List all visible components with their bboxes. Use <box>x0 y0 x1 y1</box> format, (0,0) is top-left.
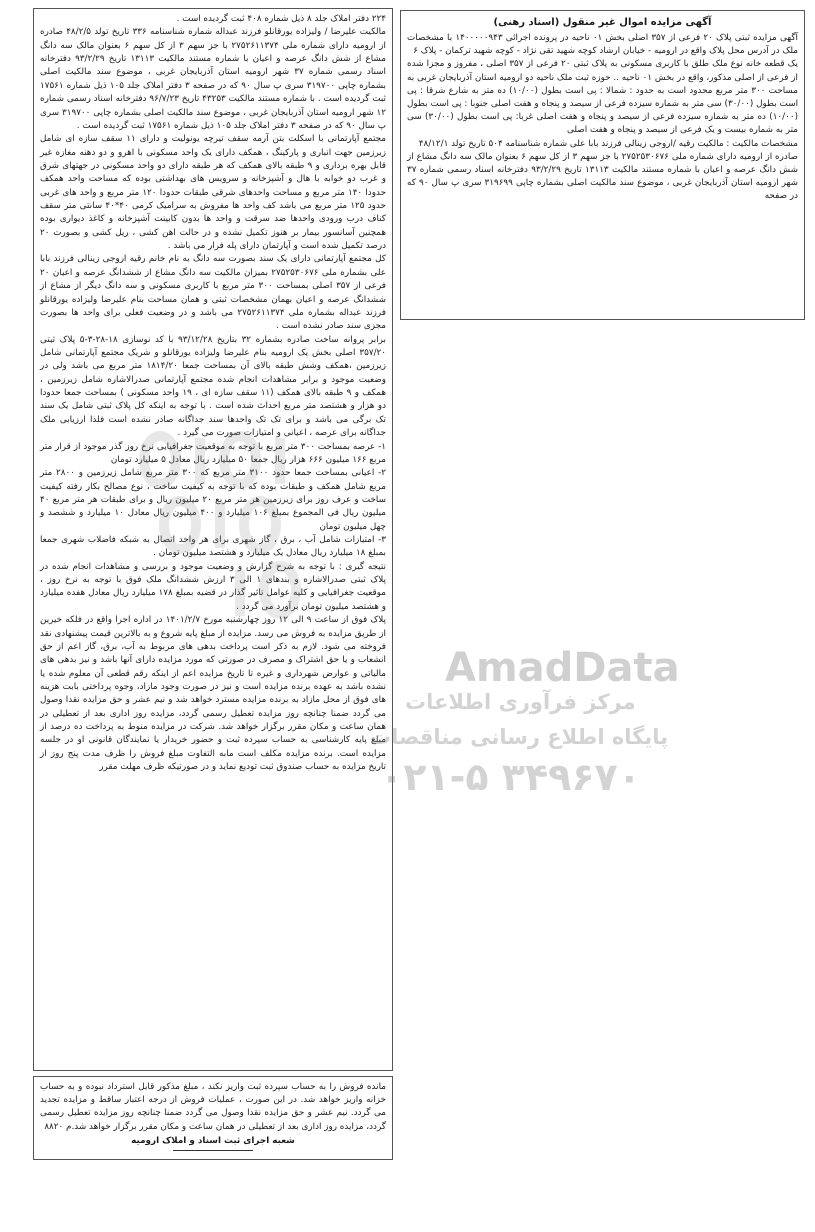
valuation-utilities: ۳- امتیازات شامل آب ، برق ، گاز شهری برای هر واحد اتصال به شبکه فاضلاب شهری جمعا بمبلغ ۱۸ میلیارد ریال معادل یک میلیارد و هشتصد میلیون تومان . <box>40 535 386 559</box>
watermark-binary-icon <box>120 430 340 630</box>
watermark-subtitle: پایگاه اطلاع رسانی مناقصات <box>370 725 668 749</box>
building-description: مجتمع آپارتمانی با اسکلت بتن آرمه سقف تیرچه یونولیت و دارای ۱۱ سقف سازه ای شامل زیرزمین جهت انباری و پارکینگ ، همکف دارای یک واحد مسکونی با اهرو و دو دهنه مغازه غیر قابل بهره برداری و ۹ طبقه بالای همکف که هر طبقه دارای دو واحد مسکونی در جهتهای شرق و غرب دو خوابه با هال و آشپزخانه و سرویس های بهداشتی بوده که مساحت واحد همکف حدودا ۱۴۰ متر مربع و مساحت واحدهای شرقی طبقات حدودا ۱۲۰ متر مربع و واحد های غربی حدود ۱۲۵ متر مربع می باشد کف واحد ها مفروش به سرامیک کرمی ۴۰*۴۰ سانتی متر سقف کناف درب ورودی واحدها ضد سرقت و واحد ها بدون کابینت آشپزخانه و کاغذ دیواری بوده همچنین آسانسور بیمار بر هنوز تکمیل نشده و در حالت اهن کشی ، ریل کشی و بصورت ۲۰ درصد تکمیل شده است و آپارتمان دارای پله فرار می باشد . <box>40 134 387 252</box>
deed-status: کل مجتمع آپارتمانی دارای یک سند بصورت سه دانگ به نام خانم رقیه اروجی زینالی فرزند بابا علی بشماره ملی ۲۷۵۲۵۳۰۶۷۶ بمیزان مالکیت سه دانگ مشاع از ششدانگ عرصه و اعیان ۲۰ فرعی از ۳۵۷ اصلی بمساحت ۳۰۰ متر مربع با کاربری مسکونی و سه دانگ دیگر از مشاع از ششدانگ عرصه و اعیان بهمان مشخصات ثبتی و همان مساحت بنام علیرضا ولیزاده یورقانلو فرزند عبداله بشماره ملی ۲۷۵۲۶۱۱۳۷۴ می باشد و در وضعیت فعلی برای واحد ها بصورت مجزی سند صادر نشده است . <box>40 254 386 332</box>
issuing-authority: شعبه اجرای ثبت اسناد و املاک ارومیه <box>131 1135 295 1146</box>
ownership-registration: صادره از ارومیه دارای شماره ملی ۲۷۵۲۵۳۰۶۷۶ با جز سهم ۳ از کل سهم ۶ بعنوان مالک سه دانگ مشاع از شش دانگ عرصه و اعیان با شماره مستند مالکیت ۱۳۱۱۳ تاریخ ۹۳/۲/۲۹ دفترخانه اسناد رسمی شماره ۳۷ شهر ارومیه استان آذربایجان غربی ، موضوع سند مالکیت اصلی بشماره چاپی ۳۱۹۶۹۹ سری پ سال ۹۰ که در صفحه <box>407 151 798 202</box>
registration-continuation: ۲۲۴ دفتر املاک جلد ۸ ذیل شماره ۴۰۸ ثبت گردیده است . <box>176 14 386 24</box>
auction-terms-continued: مانده فروش را به حساب سپرده ثبت واریز نکند ، مبلغ مذکور قابل استرداد نبوده و به حساب خزانه واریز خواهد شد. در این صورت ، عملیات فروش از درجه اعتبار ساقط و مزایده تجدید می گردد. نیم عشر و حق مزایده نقدا وصول می گردد ضمنا چنانچه روز مزایده تعطیل رسمی گردد، مزایده روز اداری بعد از تعطیلی در همان ساعت و مکان مقرر برگزار خواهد شد.م ۸۸۲۰ <box>40 1082 386 1132</box>
signature-divider <box>173 1150 253 1151</box>
second-owner-details: مالکیت علیرضا / ولیزاده یورقانلو فرزند عبداله شماره شناسنامه ۳۳۶ تاریخ تولد ۴۸/۲/۵ صادره از ارومیه دارای شماره ملی ۲۷۵۲۶۱۱۳۷۴ با جز سهم ۳ از کل سهم ۶ بعنوان مالک سه دانگ مشاع از شش دانگ عرصه و اعیان با شماره مستند مالکیت ۱۳۱۱۳ تاریخ ۹۳/۲/۲۹ دفترخانه اسناد رسمی شماره ۳۷ شهر ارومیه استان آذربایجان غربی ، موضوع سند مالکیت اصلی بشماره چاپی ۳۱۹۷۰۰ سری پ سال ۹۰ که در صفحه ۳ دفتر املاک جلد ۱۰۵ ذیل شماره ۱۷۵۶۱ ثبت گردیده است . با شماره مستند مالکیت ۴۳۲۵۳ تاریخ ۹۶/۷/۲۳ دفترخانه اسناد رسمی شماره ۱۲ شهر ارومیه استان آذربایجان غربی ، موضوع سند مالکیت اصلی بشماره چاپی ۳۱۹۷۰۰ سری پ سال ۹۰ که در صفحه ۳ دفتر املاک جلد ۱۰۵ ذیل شماره ۱۷۵۶۱ ثبت گردیده است . <box>40 27 386 131</box>
watermark-brand: AmadData <box>445 645 680 691</box>
valuation-land: ۱- عرصه بمساحت ۳۰۰ متر مربع با توجه به موقعیت جغرافیایی نرخ روز گذر موجود از قرار متر مربع ۱۶۶ میلیون ۶۶۶ هزار ریال جمعا ۵۰ میلیارد ریال معادل ۵ میلیارد تومان <box>40 441 386 465</box>
construction-permit: برابر پروانه ساخت صادره بشماره ۳۲ بتاریخ ۹۳/۱۲/۲۸ با کد نوسازی ۱۸-۲۸-۳-۵ پلاک ثبتی ۳۵۷/۲۰ اصلی بخش یک ارومیه بنام علیرضا ولیزاده یورقانلو و شریک مجتمع آپارتمانی شامل زیرزمین ،همکف وشش طبقه بالای آن بمساحت جمعا ۱۸۱۴/۲۰ متر مربع می باشد ولی در وضعیت موجود و برابر مشاهدات انجام شده مجتمع آپارتمانی صدرالاشاره شامل زیرزمین ، همکف و ۹ طبقه بالای همکف (۱۱ سقف سازه ای ، ۱۹ واحد مسکونی ) بمساحت جمعا حدودا دو هزار و هشتصد متر مربع احداث شده است . با توجه به اینکه کل پلاک ثبتی شامل یک سند تک برگی می باشد و برای تک تک واحدها سند جداگانه صادر نشده است فلذا ارزیابی ملک جداگانه برای عرصه ، اعیانی و امتیازات صورت می گیرد . <box>40 334 387 439</box>
auction-terms: پلاک فوق از ساعت ۹ الی ۱۲ روز چهارشنبه مورخ ۱۴۰۱/۲/۷ در اداره اجرا واقع در فلکه خیرین از طریق مزایده به فروش می رسد. مزایده از مبلغ پایه شروع و به بالاترین قیمت پیشنهادی نقد فروخته می شود. لازم به ذکر است پرداخت بدهی های مربوط به آب، برق، گاز اعم از حق انشعاب و یا حق اشتراک و مصرف در صورتی که مورد مزایده دارای آنها باشد و نیز بدهی های مالیاتی و عوارض شهرداری و غیره تا تاریخ مزایده اعم از اینکه رقم قطعی آن معلوم شده یا نشده باشد به عهده برنده مزایده است و نیز در صورت وجود مازاد، وجوه پرداختی بابت هزینه های فوق از محل مازاد به برنده مزایده مسترد خواهد شد و نیم عشر و حق مزایده نقدا وصول می گردد ضمنا چنانچه روز مزایده تعطیل رسمی گردد، مزایده روز اداری بعد از تعطیلی در همان ساعت و مکان مقرر برگزار خواهد شد. شرکت در مزایده منوط به پرداخت ده درصد از مبلغ پایه کارشناسی به حساب سپرده ثبت و حضور خریدار یا نمایندگان قانونی او در جلسه مزایده است. برنده مزایده مکلف است مابه التفاوت مبلغ فروش را ظرف مدت پنج روز از تاریخ مزایده به حساب صندوق ثبت تودیع نماید و در صورتیکه ظرف مهلت مقرر <box>40 615 386 773</box>
watermark-binary-pattern <box>120 430 340 635</box>
notice-footer-column <box>33 1076 393 1160</box>
watermark-phone: ۰۲۱-۵ ۳۴۹۶۷۰ <box>380 755 641 799</box>
notice-intro: آگهی مزایده ثبتی پلاک ۲۰ فرعی از ۳۵۷ اصلی بخش ۰۱ ناحیه در پرونده اجرائی ۱۴۰۰۰۰۰۹۴۳ با مشخصات ملک در آدرس محل پلاک واقع در ارومیه - خیابان ارشاد کوچه شهید تقی نژاد - کوچه شهید ترکمان - پلاک ۶ <box>407 33 798 57</box>
valuation-conclusion: نتیجه گیری : با توجه به شرح گزارش و وضعیت موجود و بررسی و مشاهدات انجام شده در پلاک ثبتی صدرالاشاره و بندهای ۱ الی ۳ ارزش ششدانگ ملک فوق با توجه به نرخ روز ، موقعیت جغرافیایی و کلیه عوامل تاثیر گذار در قضیه بمبلغ ۱۷۸ میلیارد ریال معادل هفده میلیارد و هشتصد میلیون تومان برآورد می گردد . <box>40 561 386 612</box>
watermark-tagline: مرکز فرآوری اطلاعات <box>405 690 636 714</box>
ownership-details: مشخصات مالکیت : مالکیت رقیه /اروجی زینالی فرزند بابا علی شماره شناسنامه ۵۰۴ تاریخ تولد ۴۸/۱۲/۱ <box>418 138 798 149</box>
notice-header-column <box>400 10 805 320</box>
property-description: یک قطعه خانه نوع ملک طلق با کاربری مسکونی به پلاک ثبتی ۲۰ فرعی از ۳۵۷ اصلی ، مفروز و مجزا شده از فرعی از اصلی مذکور، واقع در بخش ۰۱ ناحیه .. حوزه ثبت ملک ناحیه دو ارومیه استان آذربایجان غربی به مساحت ۳۰۰ متر مربع محدود است به حدود : شمالا : پی است بطول (۱۰/۰۰) ده متر به شارع شرقا : پی است بطول (۳۰/۰۰) سی متر به شماره سیزده فرعی از سیصد و پنجاه و هفت اصلی جنوبا : پی است بطول (۱۰/۰۰) ده متر به شماره سیزده فرعی از سیصد و پنجاه و هفت اصلی غربا: پی است بطول (۳۰/۰۰) سی متر به شماره بیست و یک فرعی از سیصد و پنجاه و هفت اصلی <box>407 59 799 136</box>
valuation-building: ۲- اعیانی بمساحت جمعا حدود ۳۱۰۰ متر مربع که ۳۰۰ متر مربع شامل زیرزمین و ۲۸۰۰ متر مربع شامل همکف و طبقات بوده که با توجه به کیفیت ساخت ، نوع مصالح بکار رفته کیفیت ساخت و عرف روز برای زیرزمین هر متر مربع ۲۰ میلیون ریال و برای طبقات هر متر مربع ۴۰ میلیون ریال فی المجموع بمبلغ ۱۰۶ میلیارد و ۴۰۰ میلیون ریال معادل ۱۰ میلیارد و ششصد و چهل میلیون تومان <box>40 468 386 532</box>
notice-title: آگهی مزایده اموال غیر منقول (اسناد رهنی) <box>493 17 712 28</box>
